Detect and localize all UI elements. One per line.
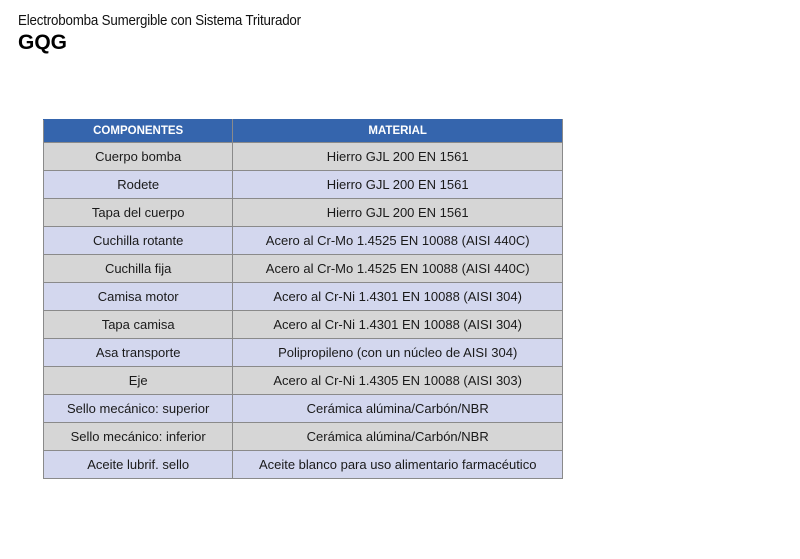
table-row xyxy=(44,227,563,255)
component-cell: Camisa motor xyxy=(44,283,233,311)
material-cell: Acero al Cr-Mo 1.4525 EN 10088 (AISI 440C) xyxy=(233,255,563,283)
component-cell: Aceite lubrif. sello xyxy=(44,451,233,479)
material-cell: Polipropileno (con un núcleo de AISI 304) xyxy=(233,339,563,367)
table-row xyxy=(44,171,563,199)
component-cell: Tapa camisa xyxy=(44,311,233,339)
material-cell: Aceite blanco para uso alimentario farmacéutico xyxy=(233,451,563,479)
component-cell: Sello mecánico: inferior xyxy=(44,423,233,451)
material-cell: Acero al Cr-Ni 1.4301 EN 10088 (AISI 304) xyxy=(233,311,563,339)
component-cell: Asa transporte xyxy=(44,339,233,367)
model-title: GQG xyxy=(18,31,68,54)
component-cell: Tapa del cuerpo xyxy=(44,199,233,227)
component-cell: Cuchilla rotante xyxy=(44,227,233,255)
material-cell: Acero al Cr-Ni 1.4305 EN 10088 (AISI 303) xyxy=(233,367,563,395)
table-row xyxy=(44,339,563,367)
table-header-row xyxy=(44,120,563,143)
material-cell: Acero al Cr-Ni 1.4301 EN 10088 (AISI 304) xyxy=(233,283,563,311)
document-header xyxy=(18,12,326,55)
component-cell: Rodete xyxy=(44,171,233,199)
material-cell: Hierro GJL 200 EN 1561 xyxy=(233,199,563,227)
component-cell: Eje xyxy=(44,367,233,395)
materials-table xyxy=(43,119,563,479)
table-row xyxy=(44,395,563,423)
table-row xyxy=(44,199,563,227)
component-cell: Sello mecánico: superior xyxy=(44,395,233,423)
table-row xyxy=(44,143,563,171)
header-material: MATERIAL xyxy=(233,120,563,143)
component-cell: Cuchilla fija xyxy=(44,255,233,283)
component-cell: Cuerpo bomba xyxy=(44,143,233,171)
material-cell: Cerámica alúmina/Carbón/NBR xyxy=(233,423,563,451)
material-cell: Hierro GJL 200 EN 1561 xyxy=(233,171,563,199)
material-cell: Hierro GJL 200 EN 1561 xyxy=(233,143,563,171)
product-subtitle: Electrobomba Sumergible con Sistema Triturador xyxy=(18,13,301,29)
table-row xyxy=(44,283,563,311)
material-cell: Acero al Cr-Mo 1.4525 EN 10088 (AISI 440C) xyxy=(233,227,563,255)
table-row xyxy=(44,423,563,451)
table-row xyxy=(44,311,563,339)
table-row xyxy=(44,451,563,479)
table-row xyxy=(44,255,563,283)
table-row xyxy=(44,367,563,395)
header-componentes: COMPONENTES xyxy=(44,120,233,143)
material-cell: Cerámica alúmina/Carbón/NBR xyxy=(233,395,563,423)
